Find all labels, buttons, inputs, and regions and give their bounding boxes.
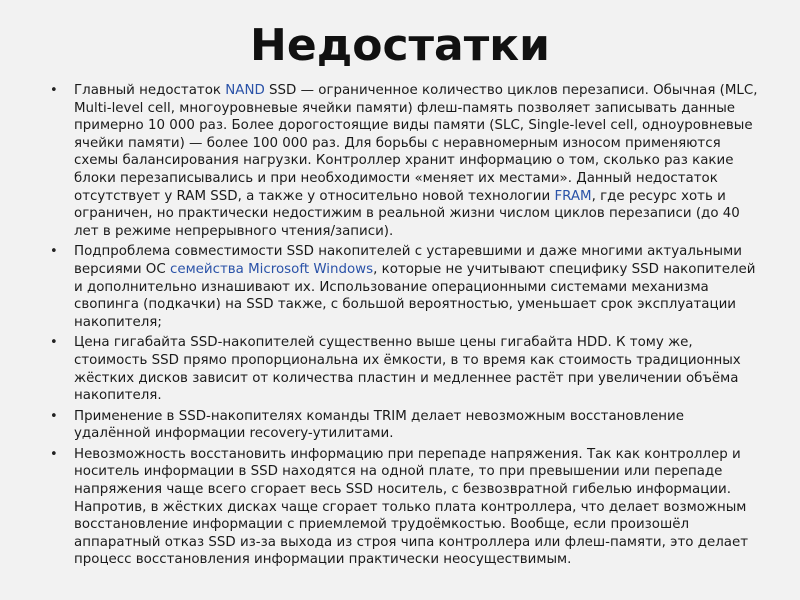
bullet-text: Применение в SSD-накопителях команды TRIM делает невозможным восстановление удалённой информации recovery-утилитами. bbox=[74, 408, 684, 442]
bullet-item-price bbox=[48, 334, 760, 404]
bullet-text: Цена гигабайта SSD-накопителей существенно выше цены гигабайта HDD. К тому же, стоимость SSD прямо пропорциональна их ёмкости, в то время как стоимость традиционных жёстких дисков зависит от количества пластин и медленнее растёт при увеличении объёма накопителя. bbox=[74, 335, 741, 404]
bullet-dot-icon: • bbox=[50, 335, 58, 351]
bullet-text: Главный недостаток bbox=[74, 83, 226, 98]
bullet-item-compatibility bbox=[48, 243, 760, 331]
bullet-item-recovery bbox=[48, 446, 760, 569]
link-nand[interactable]: NAND bbox=[225, 83, 265, 98]
bullet-text: Невозможность восстановить информацию при перепаде напряжения. Так как контроллер и носитель информации в SSD находятся на одной плате, то при превышении или перепаде напряжения чаще всего сгорает весь SSD носитель, с безвозвратной гибелью информации. Напротив, в жёстких дисках чаще сгорает только плата контроллера, что делает возможным восстановление информации с приемлемой трудоёмкостью. Вообще, если произошёл аппаратный отказ SSD из-за выхода из строя чипа контроллера или флеш-памяти, это делает процесс восстановления информации практически неосуществимым. bbox=[74, 446, 748, 568]
bullet-item-nand bbox=[48, 82, 760, 240]
link-microsoft-windows[interactable]: семейства Microsoft Windows bbox=[169, 261, 374, 277]
bullet-list bbox=[48, 82, 760, 572]
bullet-text: , где ресурс хоть и ограничен, но практически недостижим в реальной жизни числом циклов перезаписи (до 40 лет в режиме непрерывного чтения/записи). bbox=[74, 188, 740, 239]
slide-title: Недостатки bbox=[250, 20, 550, 71]
bullet-text: SSD — ограниченное количество циклов перезаписи. Обычная (MLC, Multi-level cell, многоуровневые ячейки памяти) флеш-память позволяет записывать данные примерно 10 000 раз. Более дорогостоящие виды памяти (SLC, Single-level cell, одноуровневые ячейки памяти) — более 100 000 раз. Для борьбы с неравномерным износом применяются схемы балансирования нагрузки. Контроллер хранит информацию о том, сколько раз какие блоки перезаписывались и при необходимости «меняет их местами». Данный недостаток отсутствует у RAM SSD, а также у относительно новой технологии bbox=[74, 83, 758, 204]
bullet-dot-icon: • bbox=[50, 408, 58, 424]
bullet-item-trim bbox=[48, 408, 760, 443]
bullet-dot-icon: • bbox=[50, 244, 58, 260]
bullet-text: , которые не учитывают специфику SSD накопителей и дополнительно изнашивают их. Использование операционными системами механизма свопинга (подкачки) на SSD также, с большой вероятностью, уменьшает срок эксплуатации накопителя; bbox=[74, 261, 756, 330]
bullet-dot-icon: • bbox=[50, 446, 58, 462]
bullet-text: Подпроблема совместимости SSD накопителей с устаревшими и даже многими актуальными версиями ОС bbox=[74, 244, 742, 277]
bullet-dot-icon: • bbox=[50, 83, 58, 98]
link-fram[interactable]: FRAM bbox=[554, 188, 592, 204]
